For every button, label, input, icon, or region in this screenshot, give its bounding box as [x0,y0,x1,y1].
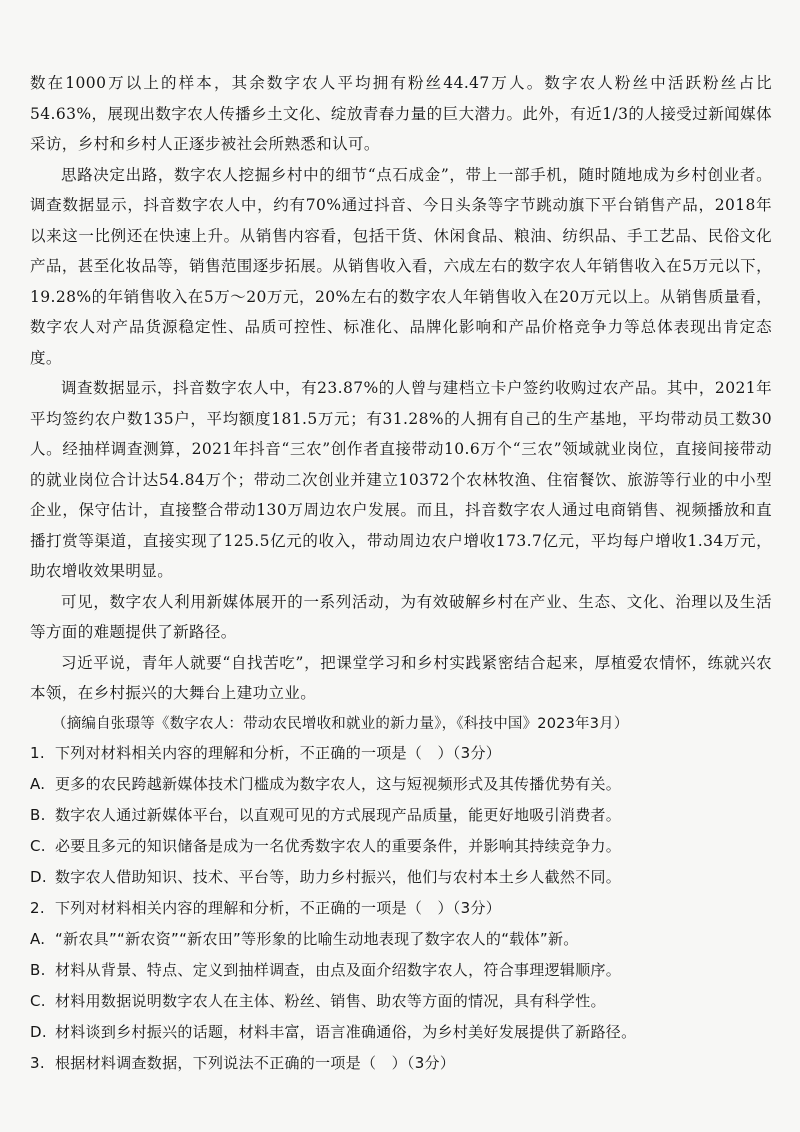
question-2 [30,893,772,1048]
question-number: 3. [30,1053,45,1072]
paragraph-4: 可见，数字农人利用新媒体展开的一系列活动，为有效破解乡村在产业、生态、文化、治理以及生活等方面的难题提供了新路径。 [30,592,772,641]
question-stem: 下列对材料相关内容的理解和分析，不正确的一项是（ ）（3分） [55,898,502,917]
option-a: A. “新农具”“新农资”“新农田”等形象的比喻生动地表现了数字农人的“载体”新。 [30,929,579,948]
question-number: 1. [30,743,45,762]
option-d: D. 数字农人借助知识、技术、平台等，助力乡村振兴，他们与农村本土乡人截然不同。 [30,867,622,886]
question-3 [30,1048,772,1079]
question-1 [30,738,772,893]
option-c: C. 材料用数据说明数字农人在主体、粉丝、销售、助农等方面的情况，具有科学性。 [30,991,606,1010]
option-d: D. 材料谈到乡村振兴的话题，材料丰富，语言准确通俗，为乡村美好发展提供了新路径。 [30,1022,637,1041]
source-citation: （摘编自张璟等《数字农人：带动农民增收和就业的新力量》，《科技中国》2023年3月） [52,715,629,732]
option-b: B. 材料从背景、特点、定义到抽样调查，由点及面介绍数字农人，符合事理逻辑顺序。 [30,960,622,979]
question-stem: 下列对材料相关内容的理解和分析，不正确的一项是（ ）（3分） [55,743,502,762]
question-number: 2. [30,898,45,917]
option-b: B. 数字农人通过新媒体平台，以直观可见的方式展现产品质量，能更好地吸引消费者。 [30,805,622,824]
question-stem: 根据材料调查数据，下列说法不正确的一项是（ ）（3分） [55,1053,456,1072]
paragraph-1: 数在1000万以上的样本，其余数字农人平均拥有粉丝44.47万人。数字农人粉丝中活跃粉丝占比54.63%，展现出数字农人传播乡土文化、绽放青春力量的巨大潜力。此外，有近1/3的人接受过新闻媒体采访，乡村和乡村人正逐步被社会所熟悉和认可。 [30,74,772,153]
paragraph-5: 习近平说，青年人就要“自找苦吃”，把课堂学习和乡村实践紧密结合起来，厚植爱农情怀，练就兴农本领，在乡村振兴的大舞台上建功立业。 [30,653,772,702]
paragraph-2: 思路决定出路，数字农人挖掘乡村中的细节“点石成金”，带上一部手机，随时随地成为乡村创业者。调查数据显示，抖音数字农人中，约有70%通过抖音、今日头条等字节跳动旗下平台销售产品，2018年以来这一比例还在快速上升。从销售内容看，包括干货、休闲食品、粮油、纺织品、手工艺品、民俗文化产品，甚至化妆品等，销售范围逐步拓展。从销售收入看，六成左右的数字农人年销售收入在5万元以下，19.28%的年销售收入在5万～20万元，20%左右的数字农人年销售收入在20万元以上。从销售质量看，数字农人对产品货源稳定性、品质可控性、标准化、品牌化影响和产品价格竞争力等总体表现出肯定态度。 [30,165,772,367]
paragraph-3: 调查数据显示，抖音数字农人中，有23.87%的人曾与建档立卡户签约收购过农产品。其中，2021年平均签约农户数135户，平均额度181.5万元；有31.28%的人拥有自己的生产基地，平均带动员工数30人。经抽样调查测算，2021年抖音“三农”创作者直接带动10.6万个“三农”领域就业岗位，直接间接带动的就业岗位合计达54.84万个；带动二次创业并建立10372个农林牧渔、住宿餐饮、旅游等行业的中小型企业，保守估计，直接整合带动130万周边农户发展。而且，抖音数字农人通过电商销售、视频播放和直播打赏等渠道，直接实现了125.5亿元的收入，带动周边农户增收173.7亿元，平均每户增收1.34万元，助农增收效果明显。 [30,379,772,580]
option-a: A. 更多的农民跨越新媒体技术门槛成为数字农人，这与短视频形式及其传播优势有关。 [30,774,622,793]
option-c: C. 必要且多元的知识储备是成为一名优秀数字农人的重要条件，并影响其持续竞争力。 [30,836,622,855]
